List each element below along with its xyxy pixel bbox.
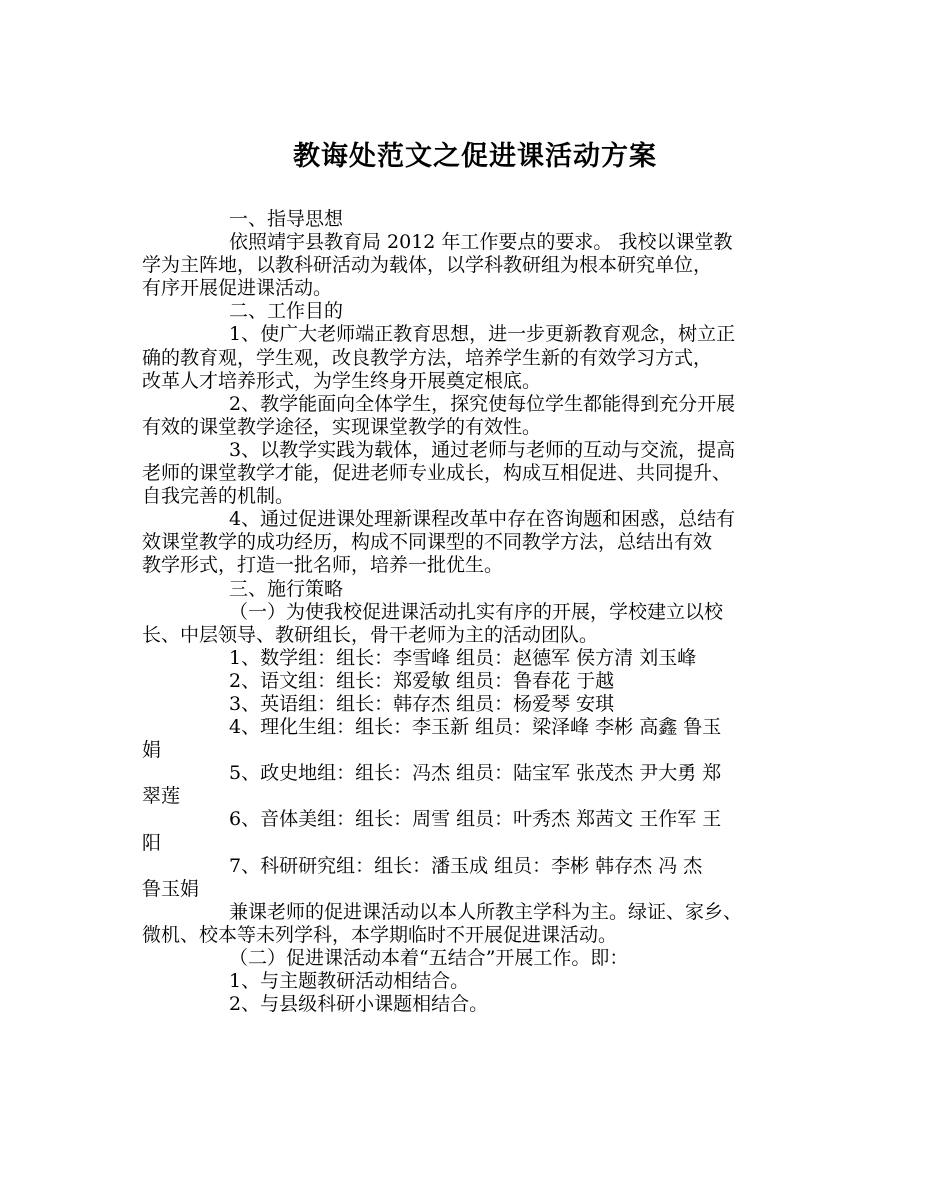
text-line: 4、理化生组：组长：李玉新 组员：梁泽峰 李彬 高鑫 鲁玉	[229, 716, 722, 739]
text-line: 2、语文组：组长：郑爱敏 组员：鲁春花 于越	[229, 669, 615, 692]
text-line: 7、科研研究组：组长：潘玉成 组员：李彬 韩存杰 冯 杰	[229, 854, 703, 877]
text-line: 娟	[142, 739, 162, 762]
text-line: 依照靖宇县教育局 2012 年工作要点的要求。 我校以课堂教	[229, 231, 733, 254]
text-line: 4、通过促进课处理新课程改革中存在咨询题和困惑，总结有	[229, 508, 736, 531]
text-line: 二、工作目的	[229, 300, 344, 323]
text-line: 学为主阵地，以教科研活动为载体，以学科教研组为根本研究单位，	[142, 254, 713, 277]
text-line: 5、政史地组：组长：冯杰 组员：陆宝军 张茂杰 尹大勇 郑	[229, 762, 722, 785]
text-line: （二）促进课活动本着“五结合”开展工作。即：	[229, 947, 629, 969]
document-title: 教诲处范文之促进课活动方案	[293, 141, 657, 172]
text-line: 自我完善的机制。	[142, 485, 295, 508]
text-line: 效课堂教学的成功经历，构成不同课型的不同教学方法，总结出有效	[142, 531, 713, 554]
text-line: 老师的课堂教学才能，促进老师专业成长，构成互相促进、共同提升、	[142, 462, 732, 485]
document-body	[142, 208, 826, 1016]
text-line: 阳	[142, 831, 162, 854]
text-line: 微机、校本等未列学科，本学期临时不开展促进课活动。	[142, 923, 618, 946]
text-line: 翠莲	[142, 785, 181, 808]
text-line: 有序开展促进课活动。	[142, 277, 333, 300]
text-line: 教学形式，打造一批名师，培养一批优生。	[142, 554, 504, 577]
text-line: 鲁玉娟	[142, 877, 200, 900]
text-line: 2、与县级科研小课题相结合。	[229, 993, 489, 1016]
text-line: 有效的课堂教学途径，实现课堂教学的有效性。	[142, 415, 542, 438]
text-line: 2、教学能面向全体学生，探究使每位学生都能得到充分开展	[229, 392, 736, 415]
text-line: 一、指导思想	[229, 208, 344, 230]
text-line: 6、音体美组：组长：周雪 组员：叶秀杰 郑茜文 王作军 王	[229, 808, 722, 831]
text-line: 确的教育观，学生观，改良教学方法，培养学生新的有效学习方式，	[142, 346, 713, 369]
text-line: 3、英语组：组长：韩存杰 组员：杨爱琴 安琪	[229, 692, 615, 715]
text-line: 改革人才培养形式，为学生终身开展奠定根底。	[142, 369, 542, 392]
text-line: 1、使广大老师端正教育思想，进一步更新教育观念，树立正	[229, 323, 736, 346]
text-line: （一）为使我校促进课活动扎实有序的开展，学校建立以校	[229, 600, 724, 623]
text-line: 三、施行策略	[229, 577, 344, 600]
text-line: 长、中层领导、教研组长，骨干老师为主的活动团队。	[142, 623, 599, 646]
text-line: 1、数学组：组长：李雪峰 组员：赵德军 侯方清 刘玉峰	[229, 646, 697, 669]
text-line: 3、以教学实践为载体，通过老师与老师的互动与交流，提高	[229, 438, 736, 461]
text-line: 兼课老师的促进课活动以本人所教主学科为主。绿证、家乡、	[229, 900, 743, 923]
text-line: 1、与主题教研活动相结合。	[229, 970, 470, 993]
